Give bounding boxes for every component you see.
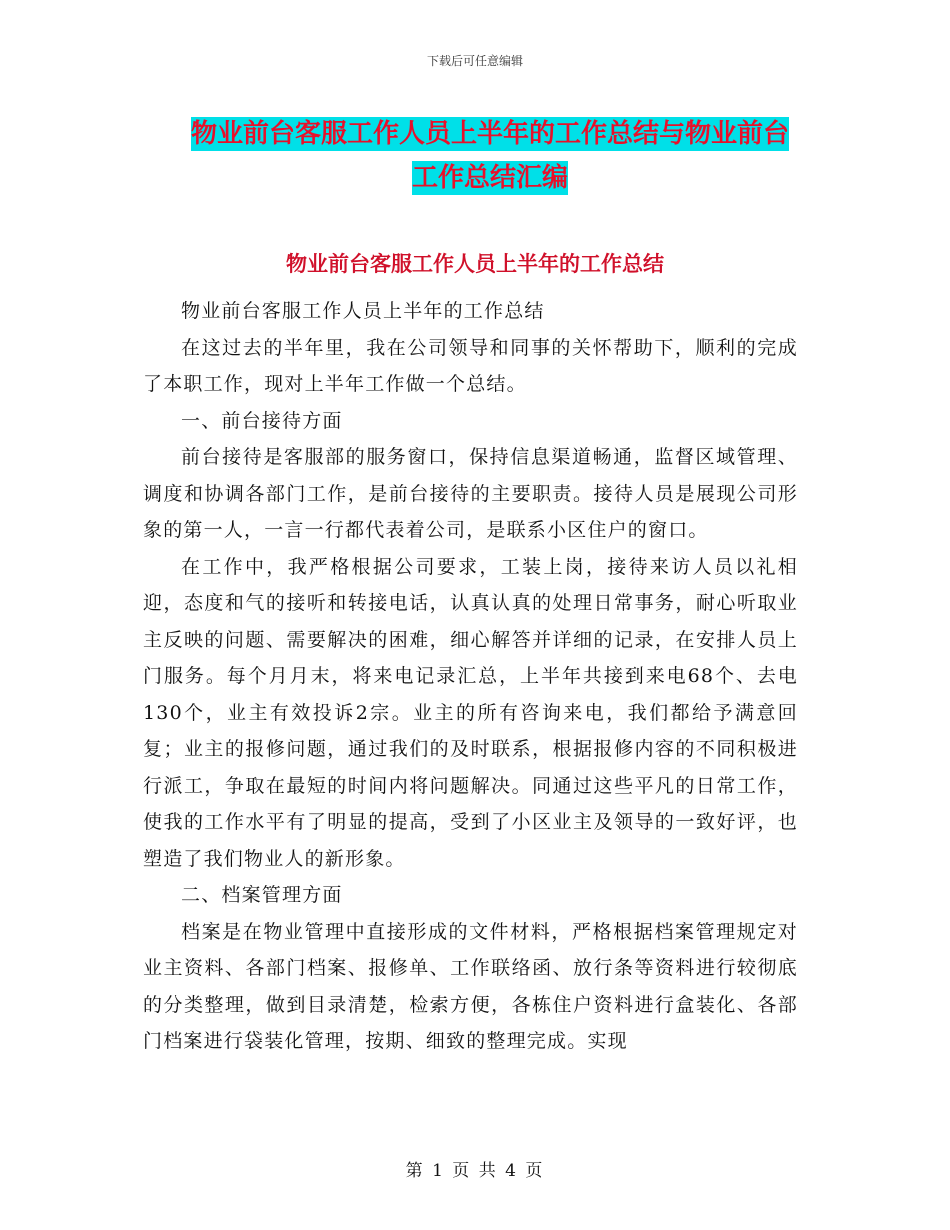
- document-body: [143, 293, 798, 1060]
- paragraph-heading: 二、档案管理方面: [181, 884, 343, 906]
- paragraph-heading: 一、前台接待方面: [181, 409, 343, 432]
- paragraph: 在这过去的半年里，我在公司领导和同事的关怀帮助下，顺利的完成了本职工作，现对上半年工作做一个总结。: [143, 336, 798, 395]
- header-note: 下载后可任意编辑: [426, 54, 523, 68]
- page-footer: 第 1 页 共 4 页: [405, 1161, 545, 1181]
- paragraph: 在工作中，我严格根据公司要求，工装上岗，接待来访人员以礼相迎，态度和气的接听和转接电话，认真认真的处理日常事务，耐心听取业主反映的问题、需要解决的困难，细心解答并详细的记录，在安排人员上门服务。每个月月末，将来电记录汇总，上半年共接到来电68个、去电130个，业主有效投诉2宗。业主的所有咨询来电，我们都给予满意回复；业主的报修问题，通过我们的及时联系，根据报修内容的不同积极进行派工，争取在最短的时间内将问题解决。同通过这些平凡的日常工作，使我的工作水平有了明显的提高，受到了小区业主及领导的一致好评，也塑造了我们物业人的新形象。: [143, 555, 798, 870]
- paragraph: 物业前台客服工作人员上半年的工作总结: [181, 300, 545, 322]
- document-title: [140, 112, 840, 200]
- paragraph: 档案是在物业管理中直接形成的文件材料，严格根据档案管理规定对业主资料、各部门档案、报修单、工作联络函、放行条等资料进行较彻底的分类整理，做到目录清楚，检索方便，各栋住户资料进行盒装化、各部门档案进行袋装化管理，按期、细致的整理完成。实现: [143, 920, 798, 1052]
- document-title-line-2: 工作总结汇编: [411, 163, 568, 193]
- paragraph: 前台接待是客服部的服务窗口，保持信息渠道畅通，监督区域管理、调度和协调各部门工作，是前台接待的主要职责。接待人员是展现公司形象的第一人，一言一行都代表着公司，是联系小区住户的窗口。: [143, 446, 798, 541]
- document-title-line-1: 物业前台客服工作人员上半年的工作总结与物业前台: [190, 119, 789, 149]
- section-title: 物业前台客服工作人员上半年的工作总结: [286, 251, 664, 276]
